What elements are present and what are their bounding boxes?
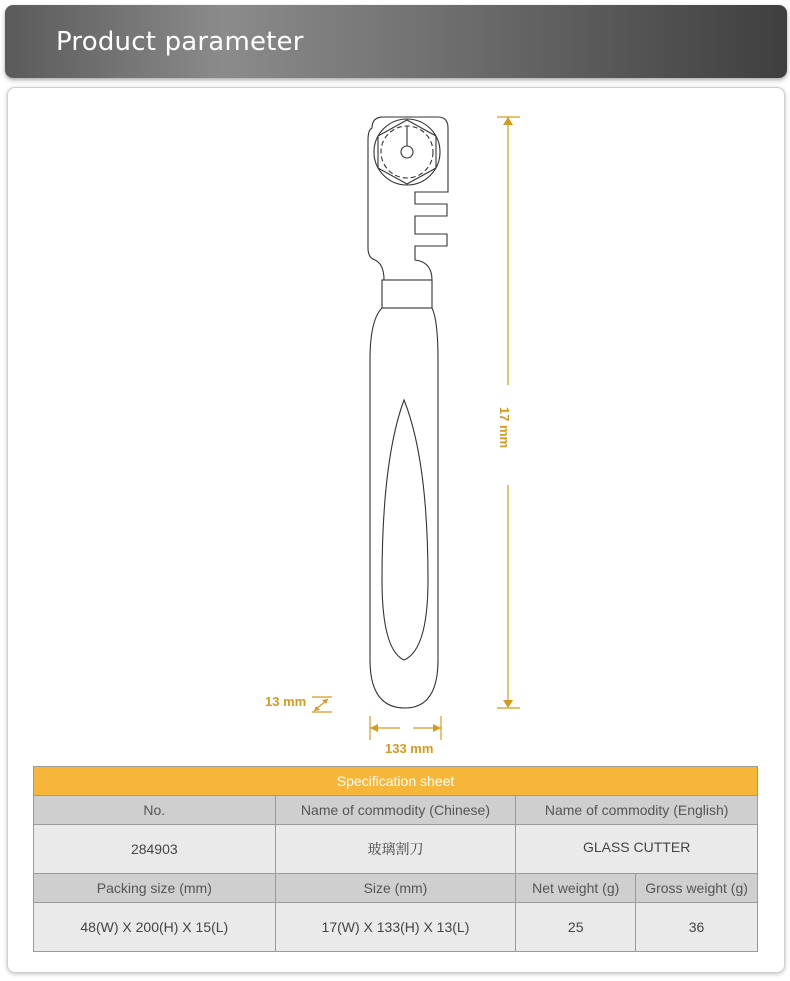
value-gross-weight: 36 (636, 903, 758, 952)
page-title: Product parameter (56, 27, 304, 57)
value-name-english: GLASS CUTTER (516, 825, 758, 874)
height-label: 17 mm (497, 406, 513, 449)
cutter-handle (370, 308, 438, 708)
header-name-english: Name of commodity (English) (516, 796, 758, 825)
header-gross-weight: Gross weight (g) (636, 874, 758, 903)
specification-table (33, 766, 758, 952)
thickness-dimension-line (312, 697, 332, 712)
value-no: 284903 (34, 825, 276, 874)
value-name-chinese: 玻璃割刀 (275, 825, 516, 874)
value-size: 17(W) X 133(H) X 13(L) (275, 903, 516, 952)
header-no: No. (34, 796, 276, 825)
thickness-label: 13 mm (265, 694, 307, 709)
spec-title: Specification sheet (34, 767, 758, 796)
header-packing-size: Packing size (mm) (34, 874, 276, 903)
value-net-weight: 25 (516, 903, 636, 952)
width-label: 133 mm (385, 741, 434, 756)
handle-groove (382, 400, 428, 660)
header-name-chinese: Name of commodity (Chinese) (275, 796, 516, 825)
value-packing-size: 48(W) X 200(H) X 15(L) (34, 903, 276, 952)
cutter-collar (382, 280, 432, 308)
header-size: Size (mm) (275, 874, 516, 903)
width-dimension-line (370, 716, 441, 740)
header-net-weight: Net weight (g) (516, 874, 636, 903)
